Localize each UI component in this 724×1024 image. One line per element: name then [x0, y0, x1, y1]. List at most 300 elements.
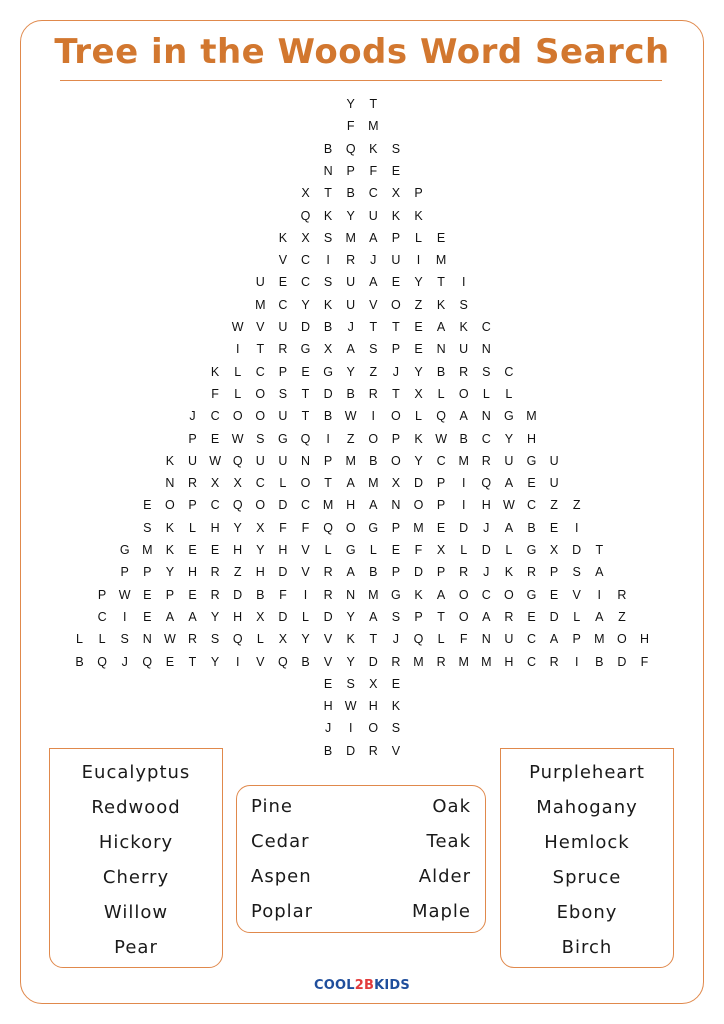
grid-letter[interactable]: K	[165, 543, 175, 557]
grid-letter[interactable]: F	[301, 520, 310, 535]
grid-letter[interactable]: L	[573, 609, 581, 624]
grid-letter[interactable]: K	[391, 208, 401, 223]
grid-letter[interactable]: Q	[323, 520, 333, 535]
grid-letter[interactable]: S	[323, 230, 333, 245]
grid-letter[interactable]: H	[233, 543, 243, 557]
grid-letter[interactable]: E	[143, 498, 152, 513]
grid-letter[interactable]: W	[344, 409, 357, 424]
grid-letter[interactable]: R	[368, 743, 378, 758]
grid-letter[interactable]: O	[165, 498, 175, 513]
grid-letter[interactable]: N	[436, 342, 446, 357]
grid-letter[interactable]: C	[481, 320, 491, 334]
grid-letter[interactable]: O	[391, 297, 401, 312]
grid-letter[interactable]: O	[345, 520, 356, 535]
grid-letter[interactable]: Y	[346, 208, 355, 223]
grid-letter[interactable]: T	[595, 543, 604, 557]
grid-letter[interactable]: H	[368, 699, 378, 714]
grid-letter[interactable]: I	[574, 654, 579, 669]
grid-letter[interactable]: E	[527, 476, 536, 491]
grid-letter[interactable]: S	[459, 297, 468, 312]
grid-letter[interactable]: D	[323, 386, 333, 401]
grid-letter[interactable]: S	[346, 676, 355, 691]
grid-letter[interactable]: C	[255, 364, 265, 379]
grid-letter[interactable]: P	[391, 230, 401, 245]
grid-letter[interactable]: M	[481, 654, 492, 669]
grid-letter[interactable]: P	[414, 609, 423, 624]
grid-letter[interactable]: V	[278, 253, 288, 268]
grid-letter[interactable]: O	[232, 409, 243, 424]
grid-letter[interactable]: R	[210, 565, 220, 580]
grid-letter[interactable]: K	[504, 565, 514, 580]
grid-letter[interactable]: Z	[550, 498, 558, 513]
grid-letter[interactable]: M	[458, 453, 469, 468]
grid-letter[interactable]: N	[165, 476, 175, 491]
grid-letter[interactable]: G	[278, 431, 288, 446]
grid-letter[interactable]: D	[572, 543, 582, 557]
grid-letter[interactable]: Y	[210, 654, 220, 669]
grid-letter[interactable]: M	[255, 297, 266, 312]
grid-letter[interactable]: A	[459, 409, 468, 424]
grid-letter[interactable]: Q	[436, 409, 446, 424]
grid-letter[interactable]: E	[143, 609, 152, 624]
grid-letter[interactable]: K	[210, 364, 220, 379]
grid-letter[interactable]: C	[210, 409, 220, 424]
grid-letter[interactable]: V	[256, 654, 265, 669]
grid-letter[interactable]: X	[210, 476, 220, 491]
grid-letter[interactable]: P	[165, 587, 175, 602]
grid-letter[interactable]: P	[436, 498, 446, 513]
grid-letter[interactable]: W	[435, 431, 447, 446]
grid-letter[interactable]: C	[300, 498, 311, 513]
grid-letter[interactable]: L	[437, 386, 445, 401]
grid-letter[interactable]: R	[459, 565, 469, 580]
grid-letter[interactable]: A	[369, 609, 378, 624]
grid-letter[interactable]: L	[482, 386, 490, 401]
grid-letter[interactable]: J	[189, 409, 196, 424]
grid-letter[interactable]: K	[414, 587, 423, 602]
grid-letter[interactable]: I	[461, 498, 466, 513]
grid-letter[interactable]: S	[210, 632, 220, 647]
grid-letter[interactable]: D	[233, 587, 243, 602]
grid-letter[interactable]: N	[323, 163, 333, 178]
grid-letter[interactable]: D	[278, 609, 288, 624]
grid-letter[interactable]: X	[436, 543, 446, 557]
grid-letter[interactable]: X	[391, 186, 401, 201]
grid-letter[interactable]: E	[165, 654, 175, 669]
grid-letter[interactable]: Q	[300, 208, 311, 223]
grid-letter[interactable]: V	[301, 565, 310, 580]
grid-letter[interactable]: K	[436, 297, 446, 312]
grid-letter[interactable]: Q	[300, 431, 311, 446]
grid-letter[interactable]: H	[233, 609, 243, 624]
grid-letter[interactable]: R	[187, 476, 198, 491]
grid-letter[interactable]: O	[617, 632, 627, 647]
grid-letter[interactable]: Z	[414, 297, 423, 312]
grid-letter[interactable]: H	[504, 654, 514, 669]
grid-letter[interactable]: X	[301, 186, 310, 201]
grid-letter[interactable]: J	[324, 721, 332, 736]
grid-letter[interactable]: L	[460, 543, 468, 557]
grid-letter[interactable]: T	[392, 320, 400, 334]
grid-letter[interactable]: O	[255, 386, 266, 401]
grid-letter[interactable]: V	[369, 297, 378, 312]
grid-letter[interactable]: R	[187, 632, 198, 647]
grid-letter[interactable]: Z	[346, 431, 355, 446]
grid-letter[interactable]: U	[346, 275, 356, 290]
grid-letter[interactable]: G	[526, 587, 537, 602]
grid-letter[interactable]: S	[323, 275, 333, 290]
grid-letter[interactable]: Y	[504, 431, 514, 446]
grid-letter[interactable]: Y	[346, 364, 355, 379]
grid-letter[interactable]: D	[413, 565, 424, 580]
grid-letter[interactable]: C	[278, 297, 288, 312]
grid-letter[interactable]: V	[301, 543, 310, 557]
grid-letter[interactable]: M	[368, 476, 379, 491]
grid-letter[interactable]: D	[346, 743, 356, 758]
grid-letter[interactable]: V	[256, 320, 265, 334]
grid-letter[interactable]: I	[371, 409, 376, 424]
grid-letter[interactable]: E	[301, 364, 310, 379]
grid-letter[interactable]: Y	[301, 297, 310, 312]
grid-letter[interactable]: C	[210, 498, 220, 513]
grid-letter[interactable]: Q	[142, 654, 153, 669]
grid-letter[interactable]: O	[255, 498, 266, 513]
grid-letter[interactable]: F	[369, 163, 378, 178]
grid-letter[interactable]: D	[413, 476, 424, 491]
grid-letter[interactable]: G	[368, 520, 379, 535]
grid-letter[interactable]: T	[369, 97, 378, 111]
grid-letter[interactable]: D	[323, 609, 333, 624]
grid-letter[interactable]: O	[255, 409, 266, 424]
grid-letter[interactable]: L	[437, 632, 445, 647]
grid-letter[interactable]: A	[436, 320, 446, 334]
grid-letter[interactable]: K	[414, 208, 423, 223]
grid-letter[interactable]: B	[346, 186, 355, 201]
grid-letter[interactable]: B	[369, 453, 378, 468]
grid-letter[interactable]: P	[414, 186, 423, 201]
grid-letter[interactable]: M	[368, 119, 379, 134]
grid-letter[interactable]: W	[344, 699, 357, 714]
grid-letter[interactable]: Q	[481, 476, 492, 491]
grid-letter[interactable]: J	[392, 364, 400, 379]
grid-letter[interactable]: U	[255, 275, 265, 290]
grid-letter[interactable]: R	[391, 654, 401, 669]
grid-letter[interactable]: X	[369, 676, 378, 691]
grid-letter[interactable]: S	[391, 721, 401, 736]
grid-letter[interactable]: W	[231, 320, 244, 334]
grid-letter[interactable]: M	[526, 409, 537, 424]
grid-letter[interactable]: V	[391, 743, 401, 758]
grid-letter[interactable]: G	[526, 453, 537, 468]
grid-letter[interactable]: W	[163, 632, 176, 647]
grid-letter[interactable]: I	[348, 721, 353, 736]
grid-letter[interactable]: P	[143, 565, 152, 580]
grid-letter[interactable]: P	[572, 632, 581, 647]
grid-letter[interactable]: K	[391, 699, 401, 714]
grid-letter[interactable]: D	[368, 654, 378, 669]
grid-letter[interactable]: D	[300, 320, 311, 334]
grid-letter[interactable]: Y	[301, 632, 310, 647]
grid-letter[interactable]: M	[594, 632, 605, 647]
grid-letter[interactable]: E	[436, 520, 446, 535]
grid-letter[interactable]: L	[98, 632, 106, 647]
grid-letter[interactable]: R	[549, 654, 559, 669]
grid-letter[interactable]: R	[526, 565, 537, 580]
grid-letter[interactable]: P	[549, 565, 559, 580]
grid-letter[interactable]: W	[231, 431, 244, 446]
grid-letter[interactable]: G	[345, 543, 356, 557]
grid-letter[interactable]: N	[481, 409, 491, 424]
grid-letter[interactable]: P	[391, 431, 401, 446]
grid-letter[interactable]: U	[549, 476, 559, 491]
grid-letter[interactable]: F	[459, 632, 468, 647]
grid-letter[interactable]: I	[235, 342, 240, 357]
grid-letter[interactable]: R	[323, 565, 333, 580]
grid-letter[interactable]: T	[301, 409, 310, 424]
grid-letter[interactable]: H	[481, 498, 491, 513]
grid-letter[interactable]: D	[549, 609, 559, 624]
grid-letter[interactable]: P	[323, 453, 333, 468]
grid-letter[interactable]: C	[97, 609, 107, 624]
grid-letter[interactable]: S	[482, 364, 491, 379]
grid-letter[interactable]: D	[459, 520, 469, 535]
grid-letter[interactable]: Y	[346, 97, 355, 111]
grid-letter[interactable]: R	[323, 587, 333, 602]
grid-letter[interactable]: S	[143, 520, 152, 535]
grid-letter[interactable]: L	[369, 543, 377, 557]
grid-letter[interactable]: K	[278, 230, 288, 245]
grid-letter[interactable]: A	[369, 498, 378, 513]
grid-letter[interactable]: J	[121, 654, 128, 669]
grid-letter[interactable]: B	[459, 431, 468, 446]
grid-letter[interactable]: Z	[572, 498, 581, 513]
grid-letter[interactable]: J	[483, 565, 490, 580]
grid-letter[interactable]: T	[256, 342, 265, 357]
grid-letter[interactable]: M	[435, 253, 447, 268]
grid-letter[interactable]: G	[526, 543, 537, 557]
grid-letter[interactable]: H	[255, 565, 265, 580]
grid-letter[interactable]: G	[119, 543, 130, 557]
grid-letter[interactable]: S	[391, 609, 401, 624]
grid-letter[interactable]: E	[278, 275, 288, 290]
grid-letter[interactable]: J	[347, 320, 354, 334]
grid-letter[interactable]: O	[458, 386, 469, 401]
cool2bkids-logo[interactable]	[312, 975, 412, 997]
grid-letter[interactable]: Y	[414, 453, 423, 468]
grid-letter[interactable]: J	[392, 632, 400, 647]
grid-letter[interactable]: U	[459, 342, 469, 357]
grid-letter[interactable]: G	[391, 587, 401, 602]
grid-letter[interactable]: H	[323, 699, 333, 714]
grid-letter[interactable]: Q	[232, 632, 243, 647]
grid-letter[interactable]: D	[278, 565, 288, 580]
grid-letter[interactable]: D	[481, 543, 491, 557]
grid-letter[interactable]: N	[391, 498, 401, 513]
grid-letter[interactable]: A	[188, 609, 197, 624]
grid-letter[interactable]: U	[278, 409, 288, 424]
grid-letter[interactable]: B	[346, 386, 355, 401]
grid-letter[interactable]: X	[549, 543, 559, 557]
grid-letter[interactable]: I	[326, 253, 330, 268]
grid-letter[interactable]: Z	[369, 364, 378, 379]
grid-letter[interactable]: Q	[232, 498, 243, 513]
grid-letter[interactable]: S	[391, 141, 401, 156]
grid-letter[interactable]: E	[414, 320, 423, 334]
grid-letter[interactable]: I	[574, 520, 579, 535]
grid-letter[interactable]: H	[346, 498, 356, 513]
grid-letter[interactable]: B	[75, 654, 84, 669]
grid-letter[interactable]: G	[300, 342, 311, 357]
grid-letter[interactable]: R	[368, 386, 378, 401]
grid-letter[interactable]: E	[391, 676, 401, 691]
grid-letter[interactable]: C	[481, 431, 491, 446]
grid-letter[interactable]: S	[120, 632, 129, 647]
grid-letter[interactable]: D	[617, 654, 627, 669]
grid-letter[interactable]: K	[165, 453, 175, 468]
grid-letter[interactable]: E	[549, 587, 559, 602]
grid-letter[interactable]: T	[369, 632, 378, 647]
grid-letter[interactable]: W	[118, 587, 131, 602]
grid-letter[interactable]: W	[502, 498, 515, 513]
grid-letter[interactable]: C	[368, 186, 378, 201]
grid-letter[interactable]: A	[369, 230, 378, 245]
grid-letter[interactable]: H	[639, 632, 650, 647]
grid-letter[interactable]: P	[97, 587, 107, 602]
grid-letter[interactable]: P	[120, 565, 129, 580]
grid-letter[interactable]: X	[256, 609, 265, 624]
grid-letter[interactable]: Z	[618, 609, 626, 624]
grid-letter[interactable]: E	[527, 609, 536, 624]
grid-letter[interactable]: E	[210, 431, 220, 446]
grid-letter[interactable]: O	[504, 587, 514, 602]
grid-letter[interactable]: L	[279, 476, 287, 491]
grid-letter[interactable]: R	[278, 342, 288, 357]
grid-letter[interactable]: Q	[413, 632, 424, 647]
grid-letter[interactable]: F	[414, 543, 423, 557]
grid-letter[interactable]: I	[597, 587, 602, 602]
grid-letter[interactable]: T	[392, 386, 400, 401]
grid-letter[interactable]: Y	[346, 609, 355, 624]
grid-letter[interactable]: I	[461, 476, 466, 491]
grid-letter[interactable]: C	[526, 498, 537, 513]
grid-letter[interactable]: P	[278, 364, 288, 379]
grid-letter[interactable]: C	[481, 587, 491, 602]
grid-letter[interactable]: I	[235, 654, 240, 669]
grid-letter[interactable]: H	[526, 431, 537, 446]
grid-letter[interactable]: E	[391, 543, 401, 557]
grid-letter[interactable]: A	[369, 275, 378, 290]
grid-letter[interactable]: L	[256, 632, 264, 647]
grid-letter[interactable]: T	[324, 476, 332, 491]
grid-letter[interactable]: K	[346, 632, 355, 647]
grid-letter[interactable]: G	[504, 409, 514, 424]
grid-letter[interactable]: U	[346, 297, 356, 312]
grid-letter[interactable]: Y	[346, 654, 355, 669]
grid-letter[interactable]: E	[414, 342, 423, 357]
grid-letter[interactable]: Y	[414, 275, 423, 290]
grid-letter[interactable]: R	[210, 587, 220, 602]
grid-letter[interactable]: A	[346, 342, 355, 357]
grid-letter[interactable]: X	[414, 386, 423, 401]
grid-letter[interactable]: A	[504, 520, 514, 535]
grid-letter[interactable]: L	[505, 386, 513, 401]
grid-letter[interactable]: X	[391, 476, 401, 491]
grid-letter[interactable]: Q	[345, 141, 356, 156]
grid-letter[interactable]: I	[416, 253, 421, 268]
grid-letter[interactable]: M	[413, 520, 424, 535]
grid-letter[interactable]: K	[165, 520, 175, 535]
grid-letter[interactable]: U	[187, 453, 198, 468]
grid-letter[interactable]: F	[346, 119, 355, 134]
grid-letter[interactable]: X	[233, 476, 242, 491]
grid-letter[interactable]: N	[481, 342, 491, 357]
grid-letter[interactable]: B	[527, 520, 536, 535]
grid-letter[interactable]: B	[301, 654, 310, 669]
grid-letter[interactable]: H	[187, 565, 198, 580]
grid-letter[interactable]: W	[209, 453, 221, 468]
grid-letter[interactable]: L	[302, 609, 309, 624]
grid-letter[interactable]: C	[300, 275, 311, 290]
grid-letter[interactable]: N	[142, 632, 152, 647]
grid-letter[interactable]: A	[436, 587, 446, 602]
grid-letter[interactable]: K	[323, 208, 333, 223]
grid-letter[interactable]: M	[345, 453, 356, 468]
grid-letter[interactable]: B	[595, 654, 604, 669]
grid-letter[interactable]: S	[369, 342, 378, 357]
grid-letter[interactable]: P	[188, 498, 197, 513]
grid-letter[interactable]: U	[391, 253, 401, 268]
grid-letter[interactable]: Q	[232, 453, 243, 468]
grid-letter[interactable]: U	[549, 453, 559, 468]
grid-letter[interactable]: A	[346, 476, 355, 491]
grid-letter[interactable]: F	[279, 520, 287, 535]
grid-letter[interactable]: A	[346, 565, 355, 580]
grid-letter[interactable]: T	[369, 320, 378, 334]
grid-letter[interactable]: H	[278, 543, 288, 557]
grid-letter[interactable]: K	[369, 141, 378, 156]
grid-letter[interactable]: A	[165, 609, 175, 624]
grid-letter[interactable]: E	[143, 587, 152, 602]
grid-letter[interactable]: L	[505, 543, 513, 557]
grid-letter[interactable]: K	[323, 297, 333, 312]
grid-letter[interactable]: L	[415, 409, 422, 424]
grid-letter[interactable]: L	[234, 386, 242, 401]
grid-letter[interactable]: M	[322, 498, 334, 513]
grid-letter[interactable]: M	[368, 587, 379, 602]
grid-letter[interactable]: L	[189, 520, 196, 535]
grid-letter[interactable]: O	[391, 453, 401, 468]
grid-letter[interactable]: E	[391, 163, 401, 178]
grid-letter[interactable]: U	[278, 453, 288, 468]
grid-letter[interactable]: T	[437, 275, 445, 290]
grid-letter[interactable]: X	[301, 230, 310, 245]
grid-letter[interactable]: L	[415, 230, 422, 245]
grid-letter[interactable]: M	[345, 230, 356, 245]
grid-letter[interactable]: T	[188, 654, 197, 669]
grid-letter[interactable]: P	[436, 565, 446, 580]
grid-letter[interactable]: X	[278, 632, 288, 647]
grid-letter[interactable]: P	[391, 565, 401, 580]
grid-letter[interactable]: X	[323, 342, 333, 357]
grid-letter[interactable]: C	[504, 364, 514, 379]
grid-letter[interactable]: B	[323, 141, 333, 156]
grid-letter[interactable]: S	[572, 565, 581, 580]
grid-letter[interactable]: R	[481, 453, 491, 468]
grid-letter[interactable]: A	[595, 609, 604, 624]
grid-letter[interactable]: O	[458, 587, 469, 602]
grid-letter[interactable]: I	[303, 587, 308, 602]
grid-letter[interactable]: E	[391, 275, 401, 290]
